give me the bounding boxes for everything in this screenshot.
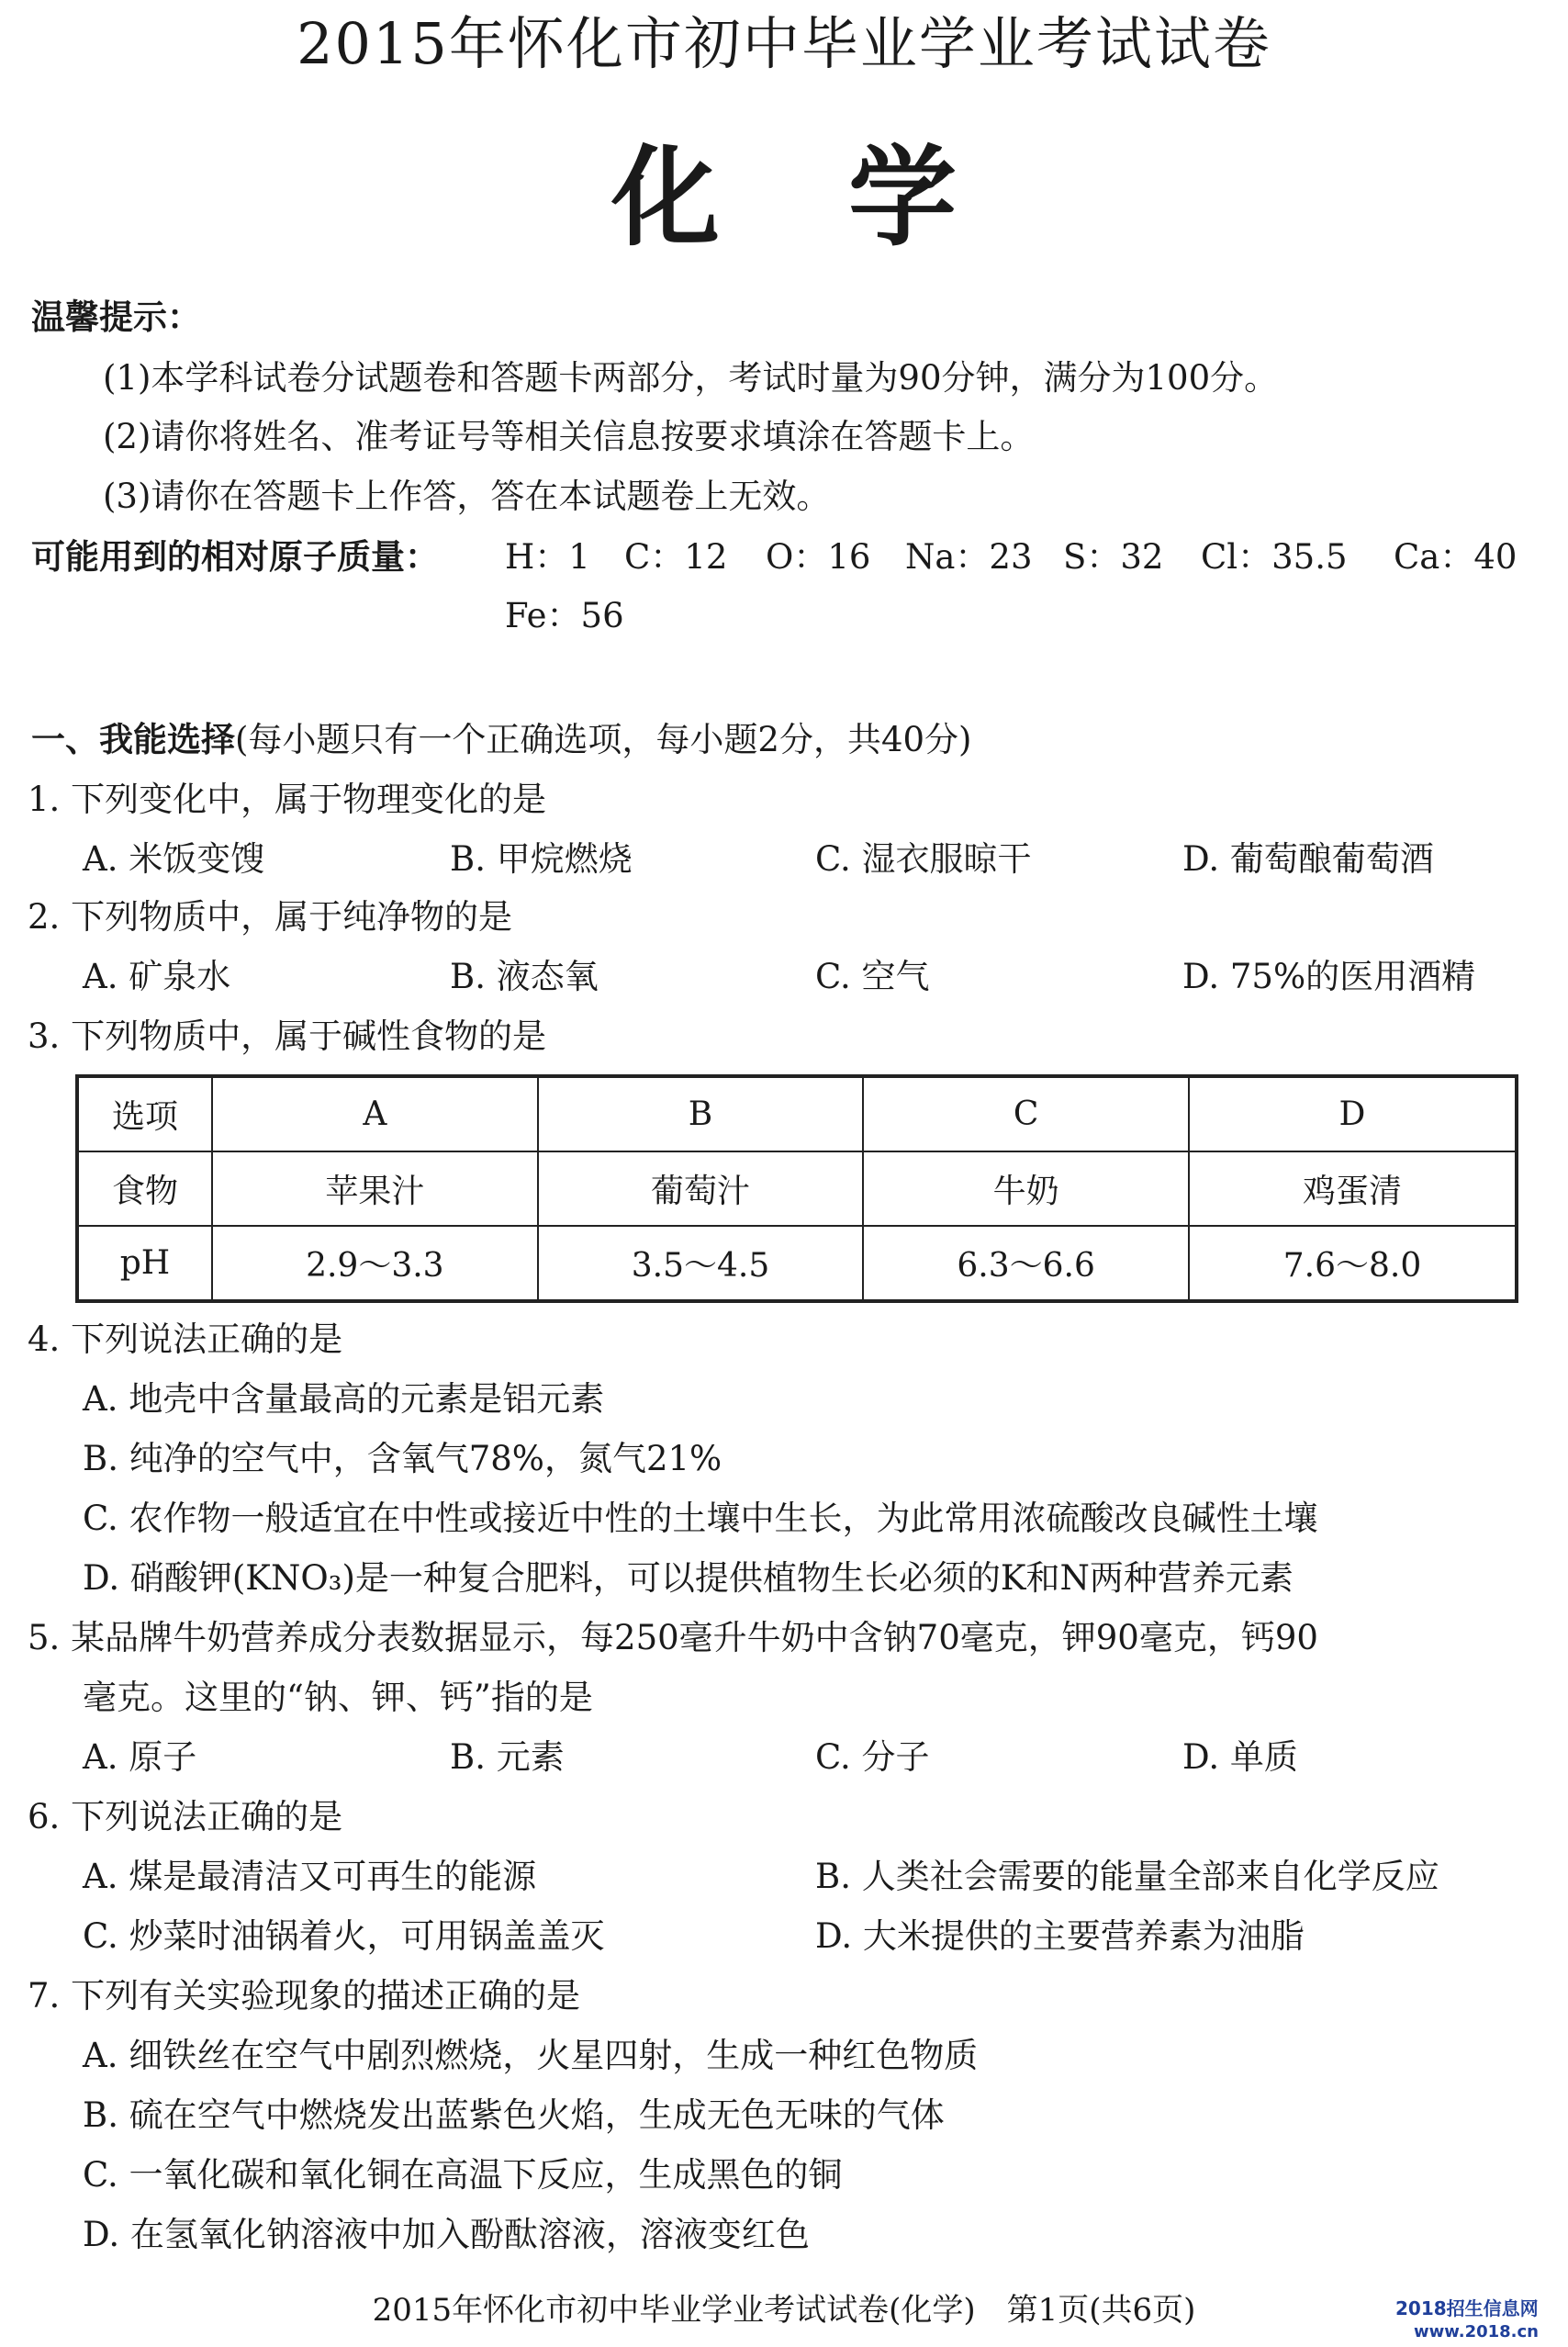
question-6-option-d: D. 大米提供的主要营养素为油脂 <box>815 1916 1305 1956</box>
question-5-option-b: B. 元素 <box>450 1737 565 1777</box>
table-cell: 3.5～4.5 <box>538 1226 864 1301</box>
question-1-option-a: A. 米饭变馊 <box>83 839 265 879</box>
question-5-stem-line-2: 毫克。这里的“钠、钾、钙”指的是 <box>83 1678 593 1717</box>
question-1-option-d: D. 葡萄酿葡萄酒 <box>1182 839 1434 879</box>
subject-title <box>0 134 1568 261</box>
atomic-mass-c: C：12 <box>624 537 728 577</box>
atomic-mass-cl: Cl：35.5 <box>1201 537 1348 577</box>
table-cell: 选项 <box>77 1076 212 1151</box>
question-4-stem: 4. 下列说法正确的是 <box>28 1319 343 1359</box>
question-6-option-b: B. 人类社会需要的能量全部来自化学反应 <box>815 1857 1439 1896</box>
question-6-option-c: C. 炒菜时油锅着火，可用锅盖盖灭 <box>83 1916 605 1956</box>
table-cell: 鸡蛋清 <box>1189 1151 1517 1226</box>
table-cell: B <box>538 1076 864 1151</box>
question-2-option-b: B. 液态氧 <box>450 957 599 996</box>
question-4-option-a: A. 地壳中含量最高的元素是铝元素 <box>83 1379 605 1419</box>
question-1-option-b: B. 甲烷燃烧 <box>450 839 633 879</box>
ph-food-table <box>75 1074 1518 1303</box>
atomic-mass-o: O：16 <box>766 537 871 577</box>
table-row <box>77 1076 1517 1151</box>
table-cell: 牛奶 <box>863 1151 1189 1226</box>
watermark-site-name: 2018招生信息网 <box>1395 2297 1539 2319</box>
question-2-stem: 2. 下列物质中，属于纯净物的是 <box>28 897 513 937</box>
question-7-option-c: C. 一氧化碳和氧化铜在高温下反应，生成黑色的铜 <box>83 2155 843 2195</box>
question-4-option-c: C. 农作物一般适宜在中性或接近中性的土壤中生长，为此常用浓硫酸改良碱性土壤 <box>83 1499 1318 1538</box>
atomic-mass-label: 可能用到的相对原子质量： <box>31 537 439 577</box>
question-5-option-c: C. 分子 <box>815 1737 930 1777</box>
tips-label: 温馨提示： <box>31 298 201 337</box>
subject-char-2: 学 <box>848 134 958 261</box>
table-row <box>77 1226 1517 1301</box>
subject-char-1: 化 <box>610 134 720 261</box>
tip-item-3: (3)请你在答题卡上作答，答在本试题卷上无效。 <box>103 477 831 516</box>
table-cell: 苹果汁 <box>212 1151 538 1226</box>
tip-item-1: (1)本学科试卷分试题卷和答题卡两部分，考试时量为90分钟，满分为100分。 <box>103 358 1279 398</box>
table-cell: 6.3～6.6 <box>863 1226 1189 1301</box>
question-5-stem-line-1: 5. 某品牌牛奶营养成分表数据显示，每250毫升牛奶中含钠70毫克，钾90毫克，钙90 <box>28 1618 1318 1657</box>
table-cell: 7.6～8.0 <box>1189 1226 1517 1301</box>
table-cell: 葡萄汁 <box>538 1151 864 1226</box>
question-7-option-b: B. 硫在空气中燃烧发出蓝紫色火焰，生成无色无味的气体 <box>83 2095 945 2135</box>
question-7-option-d: D. 在氢氧化钠溶液中加入酚酞溶液，溶液变红色 <box>83 2215 810 2254</box>
question-5-option-a: A. 原子 <box>83 1737 197 1777</box>
question-6-option-a: A. 煤是最清洁又可再生的能源 <box>83 1857 537 1896</box>
section-1-note: (每小题只有一个正确选项，每小题2分，共40分) <box>235 720 972 759</box>
exam-title: 2015年怀化市初中毕业学业考试试卷 <box>297 10 1271 77</box>
question-4-option-d: D. 硝酸钾(KNO₃)是一种复合肥料，可以提供植物生长必须的K和N两种营养元素 <box>83 1558 1294 1598</box>
atomic-mass-fe: Fe：56 <box>505 596 624 635</box>
question-2-option-d: D. 75%的医用酒精 <box>1182 957 1476 996</box>
question-7-option-a: A. 细铁丝在空气中剧烈燃烧，火星四射，生成一种红色物质 <box>83 2036 979 2075</box>
atomic-mass-s: S：32 <box>1063 537 1164 577</box>
section-1-header <box>31 718 972 762</box>
question-2-option-a: A. 矿泉水 <box>83 957 231 996</box>
tip-item-2: (2)请你将姓名、准考证号等相关信息按要求填涂在答题卡上。 <box>103 417 1035 456</box>
question-4-option-b: B. 纯净的空气中，含氧气78%，氮气21% <box>83 1439 722 1478</box>
watermark-url: www.2018.cn <box>1414 2322 1539 2341</box>
section-1-title: 一、我能选择 <box>31 720 235 759</box>
question-7-stem: 7. 下列有关实验现象的描述正确的是 <box>28 1976 581 2016</box>
question-6-stem: 6. 下列说法正确的是 <box>28 1797 343 1836</box>
table-row <box>77 1151 1517 1226</box>
atomic-mass-ca: Ca：40 <box>1394 537 1518 577</box>
table-cell: pH <box>77 1226 212 1301</box>
question-1-stem: 1. 下列变化中，属于物理变化的是 <box>28 780 547 819</box>
question-2-option-c: C. 空气 <box>815 957 930 996</box>
question-3-stem: 3. 下列物质中，属于碱性食物的是 <box>28 1016 547 1056</box>
table-cell: C <box>863 1076 1189 1151</box>
question-1-option-c: C. 湿衣服晾干 <box>815 839 1032 879</box>
atomic-mass-h: H：1 <box>505 537 590 577</box>
atomic-mass-na: Na：23 <box>905 537 1033 577</box>
table-cell: 2.9～3.3 <box>212 1226 538 1301</box>
page-footer: 2015年怀化市初中毕业学业考试试卷(化学) 第1页(共6页) <box>372 2292 1196 2329</box>
table-cell: 食物 <box>77 1151 212 1226</box>
table-cell: A <box>212 1076 538 1151</box>
question-5-option-d: D. 单质 <box>1182 1737 1298 1777</box>
table-cell: D <box>1189 1076 1517 1151</box>
